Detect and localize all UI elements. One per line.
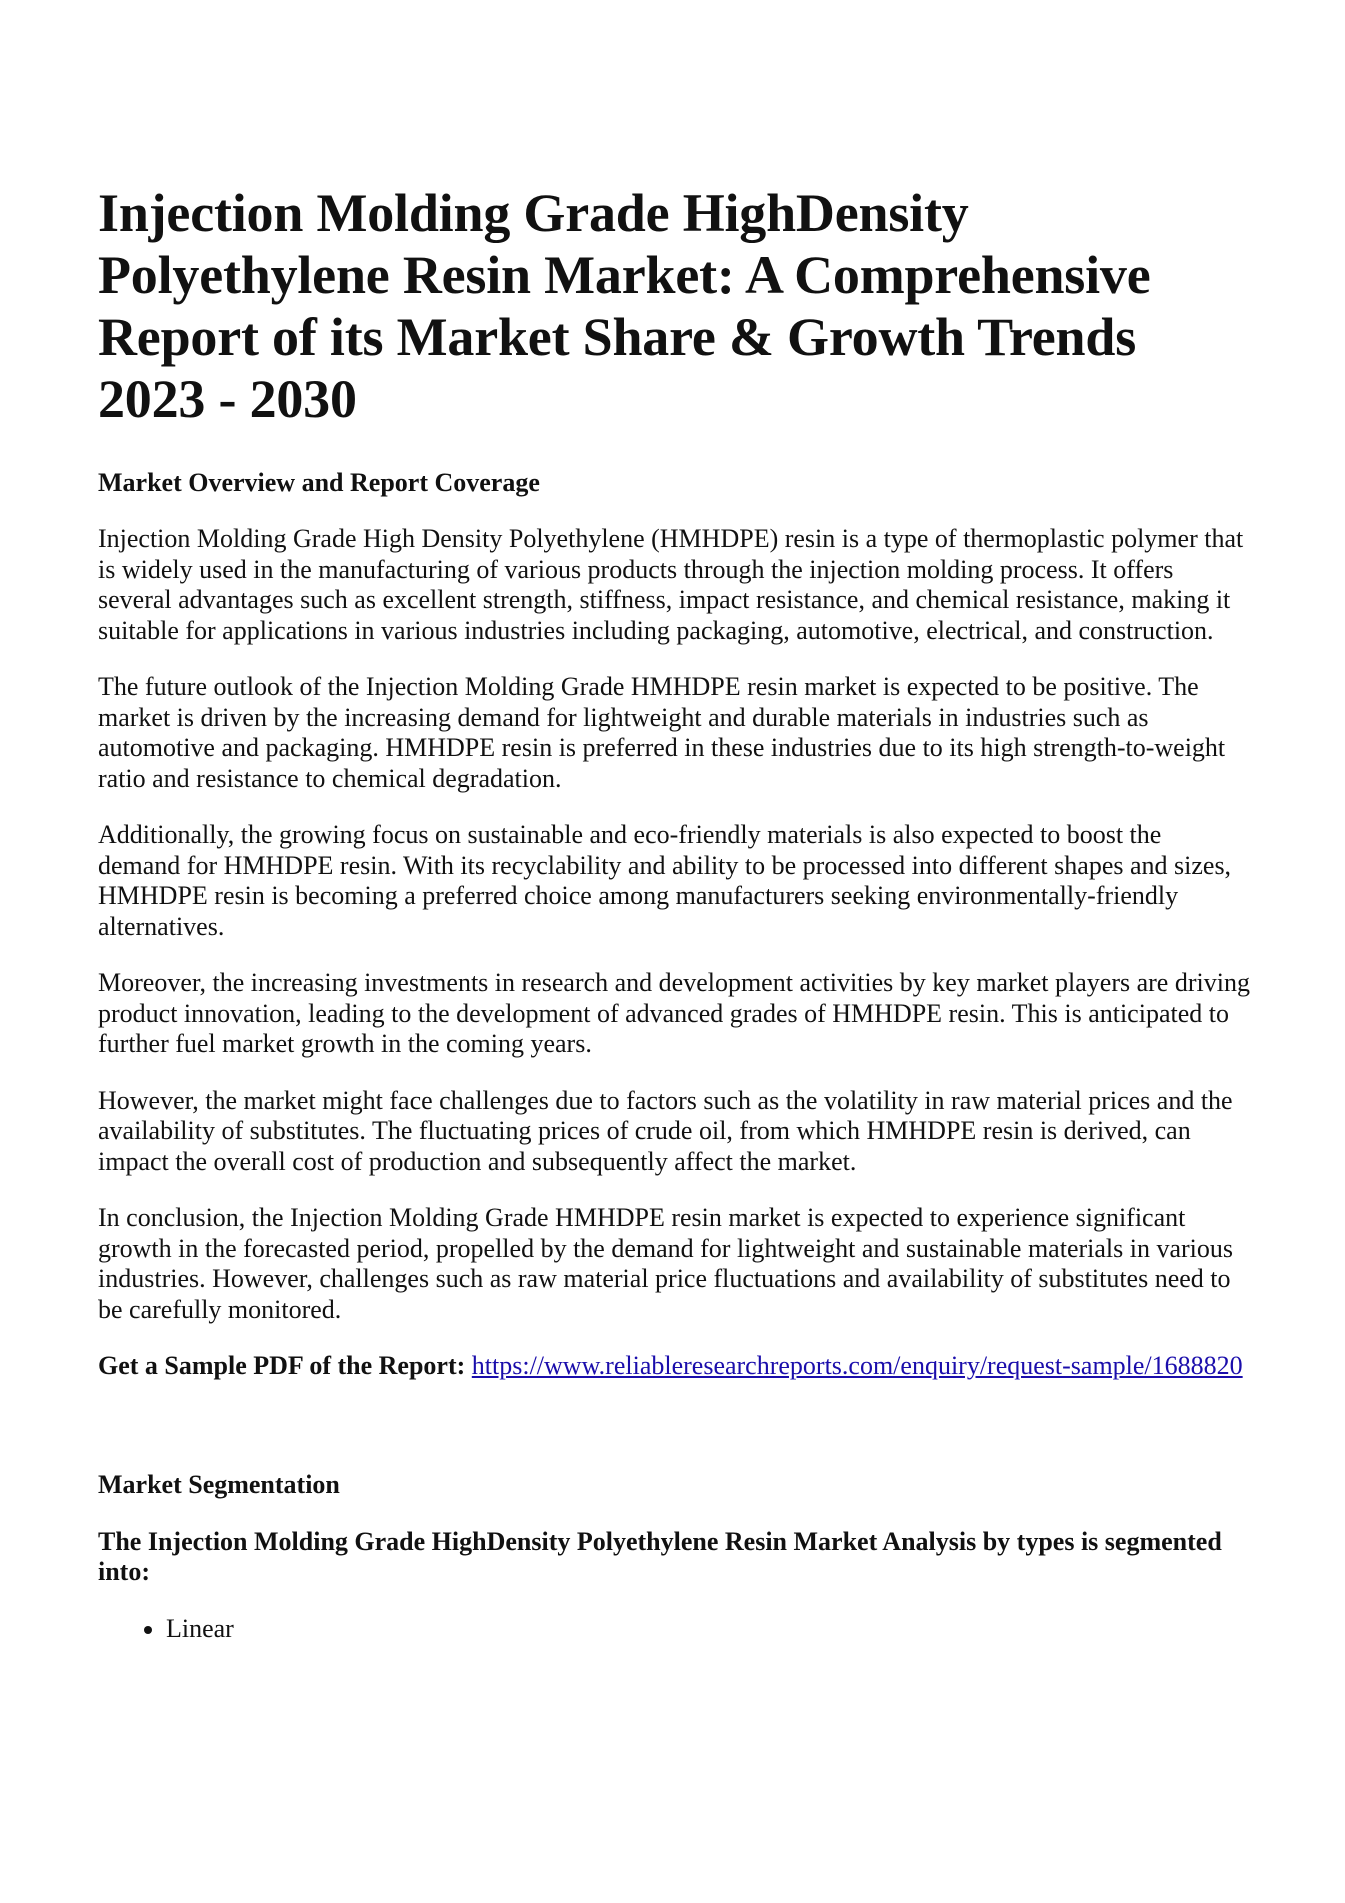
page-title: Injection Molding Grade HighDensity Polyethylene Resin Market: A Comprehensive Report of its Market Share & Growth Trends 2023 - 2030 bbox=[98, 183, 1151, 429]
overview-heading: Market Overview and Report Coverage bbox=[98, 468, 540, 497]
segmentation-subheading: The Injection Molding Grade HighDensity Polyethylene Resin Market Analysis by types is segmented into: bbox=[98, 1526, 1222, 1586]
paragraph-6: In conclusion, the Injection Molding Grade HMHDPE resin market is expected to experience significant growth in the forecasted period, propelled by the demand for lightweight and sustainable materials in various industries. However, challenges such as raw material price fluctuations and availability of substitutes need to be carefully monitored. bbox=[98, 1203, 1234, 1324]
paragraph-2: The future outlook of the Injection Molding Grade HMHDPE resin market is expected to be positive. The market is driven by the increasing demand for lightweight and durable materials in industries such as automotive and packaging. HMHDPE resin is preferred in these industries due to its high strength-to-weight ratio and resistance to chemical degradation. bbox=[98, 672, 1226, 793]
list-item: • Linear bbox=[166, 1614, 1250, 1645]
paragraph-3: Additionally, the growing focus on sustainable and eco-friendly materials is also expected to boost the demand for HMHDPE resin. With its recyclability and ability to be processed into different shapes and sizes, HMHDPE resin is becoming a preferred choice among manufacturers seeking environmentally-friendly alternatives. bbox=[98, 820, 1232, 941]
paragraph-1: Injection Molding Grade High Density Polyethylene (HMHDPE) resin is a type of thermoplastic polymer that is widely used in the manufacturing of various products through the injection molding process. It offers several advantages such as excellent strength, stiffness, impact resistance, and chemical resistance, making it suitable for applications in various industries including packaging, automotive, electrical, and construction. bbox=[98, 524, 1244, 645]
sample-pdf-link[interactable]: https://www.reliableresearchreports.com/enquiry/request-sample/1688820 bbox=[471, 1351, 1243, 1380]
sample-pdf-line bbox=[98, 1351, 1250, 1382]
paragraph-5: However, the market might face challenges due to factors such as the volatility in raw material prices and the availability of substitutes. The fluctuating prices of crude oil, from which HMHDPE resin is derived, can impact the overall cost of production and subsequently affect the market. bbox=[98, 1085, 1233, 1176]
paragraph-4: Moreover, the increasing investments in research and development activities by key market players are driving product innovation, leading to the development of advanced grades of HMHDPE resin. This is anticipated to further fuel market growth in the coming years. bbox=[98, 968, 1250, 1058]
types-list bbox=[98, 1614, 1250, 1645]
segmentation-heading: Market Segmentation bbox=[98, 1469, 340, 1499]
sample-pdf-label: Get a Sample PDF of the Report: bbox=[98, 1351, 466, 1380]
